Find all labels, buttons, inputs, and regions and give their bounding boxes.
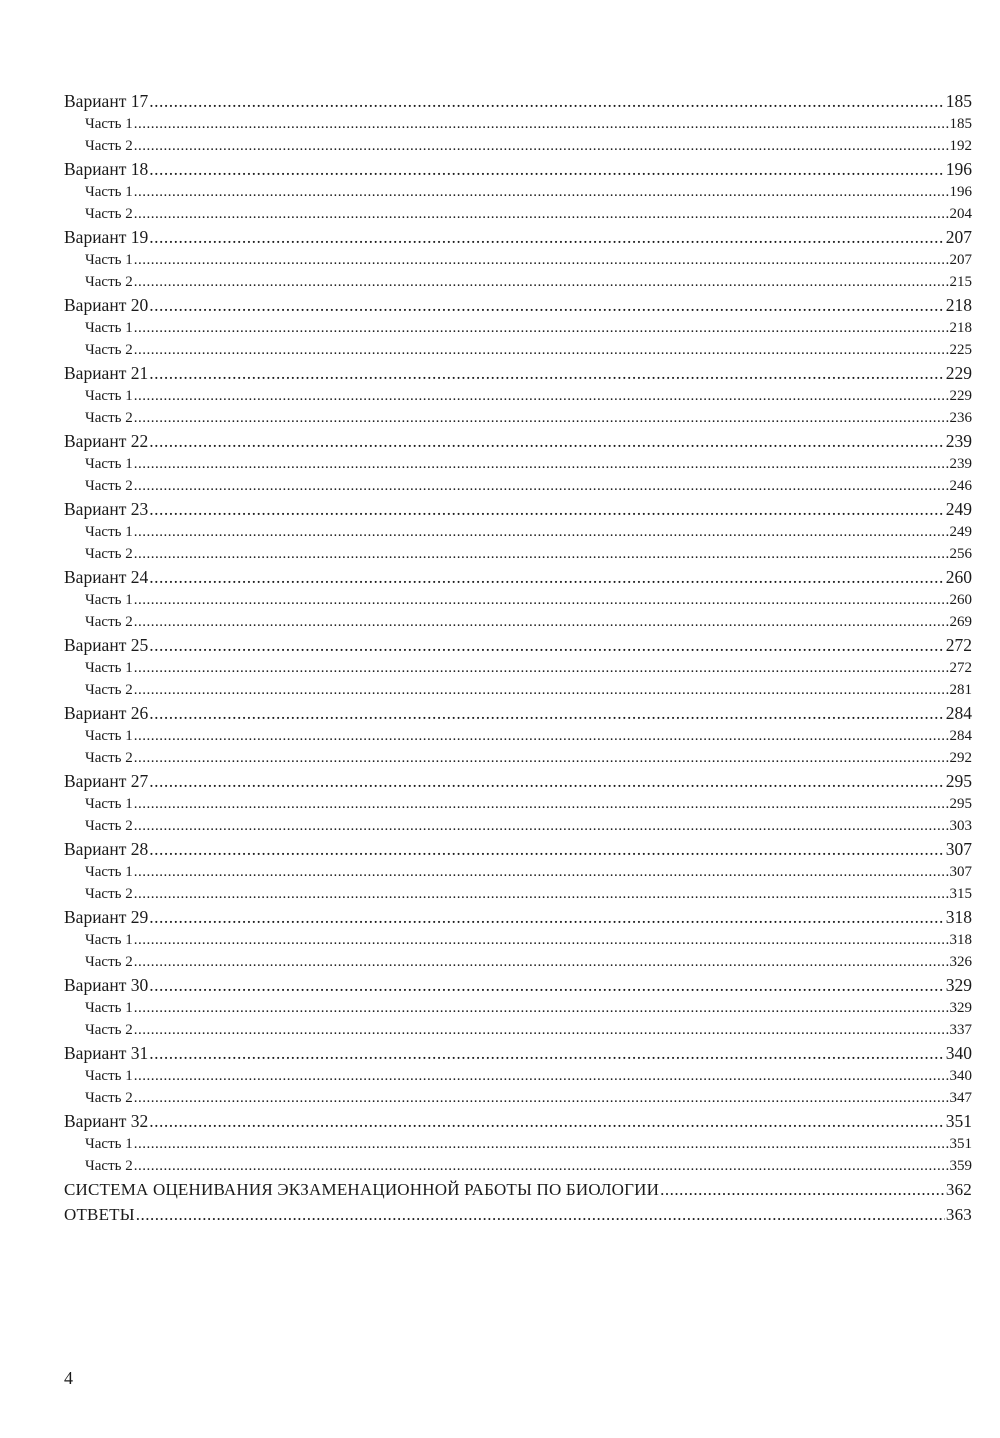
- toc-variant-entry: [64, 973, 972, 997]
- toc-part-entry: [64, 407, 972, 429]
- dot-leader: [134, 453, 949, 475]
- toc-part-entry-title: Часть 2: [85, 954, 133, 970]
- toc-part-entry-page: 225: [949, 342, 972, 358]
- toc-variant-entry: [64, 497, 972, 521]
- toc-part-entry: [64, 521, 972, 543]
- page-number: 4: [64, 1368, 73, 1388]
- dot-leader: [149, 429, 945, 453]
- toc-part-entry-page: 260: [949, 592, 972, 608]
- toc-part-entry-title: Часть 1: [85, 388, 133, 404]
- toc-part-entry-page: 239: [949, 456, 972, 472]
- toc-variant-entry-page: 340: [945, 1043, 972, 1063]
- dot-leader: [134, 317, 949, 339]
- toc-variant-entry-title: Вариант 28: [64, 839, 149, 859]
- toc-part-entry-page: 218: [949, 320, 972, 336]
- toc-variant-entry: [64, 837, 972, 861]
- dot-leader: [149, 497, 945, 521]
- dot-leader: [134, 929, 949, 951]
- dot-leader: [149, 1041, 945, 1065]
- dot-leader: [149, 89, 945, 113]
- toc-part-entry: [64, 951, 972, 973]
- toc-part-entry-page: 351: [949, 1136, 972, 1152]
- dot-leader: [134, 181, 949, 203]
- toc-variant-entry-title: Вариант 18: [64, 159, 149, 179]
- toc-variant-entry-title: Вариант 22: [64, 431, 149, 451]
- toc-part-entry-title: Часть 1: [85, 320, 133, 336]
- dot-leader: [149, 701, 945, 725]
- dot-leader: [134, 271, 949, 293]
- toc-part-entry-title: Часть 2: [85, 274, 133, 290]
- toc-variant-entry-page: 318: [945, 907, 972, 927]
- toc-variant-entry-title: Вариант 20: [64, 295, 149, 315]
- toc-part-entry-title: Часть 1: [85, 864, 133, 880]
- dot-leader: [134, 1087, 949, 1109]
- toc-part-entry-title: Часть 1: [85, 932, 133, 948]
- toc-part-entry-title: Часть 1: [85, 1136, 133, 1152]
- toc-variant-entry: [64, 633, 972, 657]
- toc-part-entry: [64, 679, 972, 701]
- dot-leader: [134, 407, 949, 429]
- toc-variant-entry-page: 329: [945, 975, 972, 995]
- toc-part-entry-title: Часть 2: [85, 1158, 133, 1174]
- toc-part-entry-title: Часть 2: [85, 478, 133, 494]
- dot-leader: [134, 861, 949, 883]
- toc-variant-entry-title: Вариант 21: [64, 363, 149, 383]
- dot-leader: [149, 157, 945, 181]
- toc-part-entry-page: 204: [949, 206, 972, 222]
- toc-part-entry: [64, 113, 972, 135]
- dot-leader: [134, 815, 949, 837]
- toc-part-entry: [64, 747, 972, 769]
- toc-part-entry-page: 329: [949, 1000, 972, 1016]
- dot-leader: [149, 905, 945, 929]
- toc-part-entry-page: 246: [949, 478, 972, 494]
- toc-variant-entry-page: 218: [945, 295, 972, 315]
- dot-leader: [134, 747, 949, 769]
- toc-part-entry-title: Часть 1: [85, 660, 133, 676]
- toc-part-entry: [64, 1087, 972, 1109]
- toc-part-entry-page: 236: [949, 410, 972, 426]
- toc-part-entry-title: Часть 2: [85, 1022, 133, 1038]
- toc-variant-entry-page: 295: [945, 771, 972, 791]
- toc-section-entry-page: 363: [945, 1205, 972, 1224]
- toc-variant-entry-page: 307: [945, 839, 972, 859]
- dot-leader: [134, 113, 949, 135]
- toc-part-entry-title: Часть 2: [85, 206, 133, 222]
- toc-part-entry: [64, 589, 972, 611]
- toc-variant-entry-page: 239: [945, 431, 972, 451]
- dot-leader: [134, 679, 949, 701]
- dot-leader: [149, 973, 945, 997]
- toc-part-entry: [64, 815, 972, 837]
- dot-leader: [134, 611, 949, 633]
- toc-variant-entry: [64, 293, 972, 317]
- dot-leader: [134, 793, 949, 815]
- toc-part-entry: [64, 453, 972, 475]
- toc-part-entry-page: 326: [949, 954, 972, 970]
- dot-leader: [134, 1133, 949, 1155]
- dot-leader: [134, 339, 949, 361]
- toc-variant-entry: [64, 1041, 972, 1065]
- toc-part-entry-page: 295: [949, 796, 972, 812]
- toc-part-entry-title: Часть 2: [85, 342, 133, 358]
- toc-part-entry-title: Часть 1: [85, 456, 133, 472]
- dot-leader: [149, 565, 945, 589]
- toc-part-entry-page: 359: [949, 1158, 972, 1174]
- toc-variant-entry: [64, 89, 972, 113]
- toc-part-entry-page: 284: [949, 728, 972, 744]
- toc-part-entry-page: 307: [949, 864, 972, 880]
- toc-variant-entry-title: Вариант 32: [64, 1111, 149, 1131]
- dot-leader: [134, 543, 949, 565]
- toc-variant-entry-title: Вариант 26: [64, 703, 149, 723]
- toc-part-entry: [64, 883, 972, 905]
- toc-part-entry: [64, 475, 972, 497]
- toc-part-entry-title: Часть 2: [85, 818, 133, 834]
- toc-variant-entry: [64, 1109, 972, 1133]
- toc-variant-entry-page: 229: [945, 363, 972, 383]
- toc-part-entry-title: Часть 1: [85, 592, 133, 608]
- toc-part-entry-title: Часть 1: [85, 184, 133, 200]
- toc-variant-entry-page: 260: [945, 567, 972, 587]
- dot-leader: [134, 725, 949, 747]
- toc-variant-entry: [64, 565, 972, 589]
- toc-part-entry-title: Часть 2: [85, 1090, 133, 1106]
- toc-variant-entry-title: Вариант 29: [64, 907, 149, 927]
- toc-section-entry-title: СИСТЕМА ОЦЕНИВАНИЯ ЭКЗАМЕНАЦИОННОЙ РАБОТЫ ПО БИОЛОГИИ: [64, 1180, 660, 1199]
- toc-part-entry-title: Часть 1: [85, 796, 133, 812]
- dot-leader: [134, 385, 949, 407]
- toc-part-entry: [64, 385, 972, 407]
- toc-part-entry-title: Часть 1: [85, 1000, 133, 1016]
- toc-variant-entry: [64, 361, 972, 385]
- toc-variant-entry-page: 272: [945, 635, 972, 655]
- table-of-contents: [64, 89, 972, 1227]
- toc-variant-entry-title: Вариант 23: [64, 499, 149, 519]
- toc-part-entry: [64, 317, 972, 339]
- dot-leader: [134, 997, 949, 1019]
- toc-part-entry: [64, 611, 972, 633]
- toc-part-entry-title: Часть 2: [85, 614, 133, 630]
- toc-part-entry-page: 207: [949, 252, 972, 268]
- toc-variant-entry: [64, 769, 972, 793]
- dot-leader: [136, 1202, 945, 1227]
- toc-variant-entry-title: Вариант 25: [64, 635, 149, 655]
- toc-part-entry-page: 215: [949, 274, 972, 290]
- toc-variant-entry-title: Вариант 27: [64, 771, 149, 791]
- toc-variant-entry-page: 284: [945, 703, 972, 723]
- toc-part-entry: [64, 725, 972, 747]
- toc-part-entry: [64, 203, 972, 225]
- toc-part-entry: [64, 929, 972, 951]
- toc-variant-entry-title: Вариант 19: [64, 227, 149, 247]
- toc-part-entry-page: 347: [949, 1090, 972, 1106]
- toc-variant-entry: [64, 429, 972, 453]
- toc-part-entry: [64, 997, 972, 1019]
- toc-part-entry-page: 256: [949, 546, 972, 562]
- toc-section-entry-page: 362: [945, 1180, 972, 1199]
- toc-variant-entry-page: 351: [945, 1111, 972, 1131]
- toc-variant-entry: [64, 157, 972, 181]
- toc-variant-entry: [64, 701, 972, 725]
- toc-part-entry: [64, 135, 972, 157]
- toc-part-entry-page: 249: [949, 524, 972, 540]
- toc-part-entry-page: 303: [949, 818, 972, 834]
- dot-leader: [149, 633, 945, 657]
- dot-leader: [134, 203, 949, 225]
- dot-leader: [660, 1177, 945, 1202]
- toc-part-entry-page: 272: [949, 660, 972, 676]
- toc-variant-entry-page: 249: [945, 499, 972, 519]
- toc-variant-entry-title: Вариант 30: [64, 975, 149, 995]
- dot-leader: [149, 769, 945, 793]
- toc-part-entry-title: Часть 2: [85, 886, 133, 902]
- toc-variant-entry-title: Вариант 17: [64, 91, 149, 111]
- toc-part-entry-title: Часть 1: [85, 524, 133, 540]
- toc-part-entry: [64, 1133, 972, 1155]
- toc-part-entry-title: Часть 2: [85, 750, 133, 766]
- toc-part-entry-title: Часть 1: [85, 116, 133, 132]
- toc-variant-entry-page: 196: [945, 159, 972, 179]
- toc-part-entry: [64, 861, 972, 883]
- toc-variant-entry: [64, 905, 972, 929]
- toc-part-entry-page: 337: [949, 1022, 972, 1038]
- dot-leader: [134, 521, 949, 543]
- toc-part-entry-title: Часть 1: [85, 728, 133, 744]
- toc-part-entry-page: 229: [949, 388, 972, 404]
- dot-leader: [134, 589, 949, 611]
- toc-part-entry-page: 340: [949, 1068, 972, 1084]
- toc-part-entry-page: 185: [949, 116, 972, 132]
- toc-part-entry: [64, 339, 972, 361]
- toc-part-entry: [64, 181, 972, 203]
- dot-leader: [149, 361, 945, 385]
- toc-part-entry: [64, 249, 972, 271]
- dot-leader: [134, 951, 949, 973]
- toc-variant-entry-page: 185: [945, 91, 972, 111]
- toc-variant-entry-title: Вариант 24: [64, 567, 149, 587]
- toc-variant-entry: [64, 225, 972, 249]
- toc-section-entry: [64, 1177, 972, 1202]
- dot-leader: [134, 1155, 949, 1177]
- toc-variant-entry-page: 207: [945, 227, 972, 247]
- dot-leader: [134, 883, 949, 905]
- toc-part-entry-title: Часть 2: [85, 546, 133, 562]
- toc-part-entry-title: Часть 1: [85, 1068, 133, 1084]
- dot-leader: [149, 225, 945, 249]
- toc-part-entry: [64, 1155, 972, 1177]
- toc-part-entry-page: 196: [949, 184, 972, 200]
- toc-part-entry-page: 269: [949, 614, 972, 630]
- toc-part-entry-page: 315: [949, 886, 972, 902]
- toc-section-entry: [64, 1202, 972, 1227]
- toc-part-entry-title: Часть 2: [85, 682, 133, 698]
- dot-leader: [134, 657, 949, 679]
- dot-leader: [149, 1109, 945, 1133]
- toc-part-entry-page: 192: [949, 138, 972, 154]
- toc-variant-entry-title: Вариант 31: [64, 1043, 149, 1063]
- toc-part-entry-page: 292: [949, 750, 972, 766]
- dot-leader: [134, 1019, 949, 1041]
- toc-part-entry: [64, 1019, 972, 1041]
- toc-part-entry: [64, 793, 972, 815]
- dot-leader: [134, 135, 949, 157]
- toc-part-entry-page: 318: [949, 932, 972, 948]
- dot-leader: [134, 249, 949, 271]
- dot-leader: [149, 837, 945, 861]
- toc-part-entry-page: 281: [949, 682, 972, 698]
- toc-part-entry: [64, 543, 972, 565]
- dot-leader: [134, 1065, 949, 1087]
- toc-part-entry: [64, 657, 972, 679]
- toc-part-entry-title: Часть 1: [85, 252, 133, 268]
- toc-part-entry-title: Часть 2: [85, 138, 133, 154]
- dot-leader: [134, 475, 949, 497]
- dot-leader: [149, 293, 945, 317]
- toc-part-entry: [64, 271, 972, 293]
- toc-part-entry: [64, 1065, 972, 1087]
- toc-part-entry-title: Часть 2: [85, 410, 133, 426]
- toc-section-entry-title: ОТВЕТЫ: [64, 1205, 135, 1224]
